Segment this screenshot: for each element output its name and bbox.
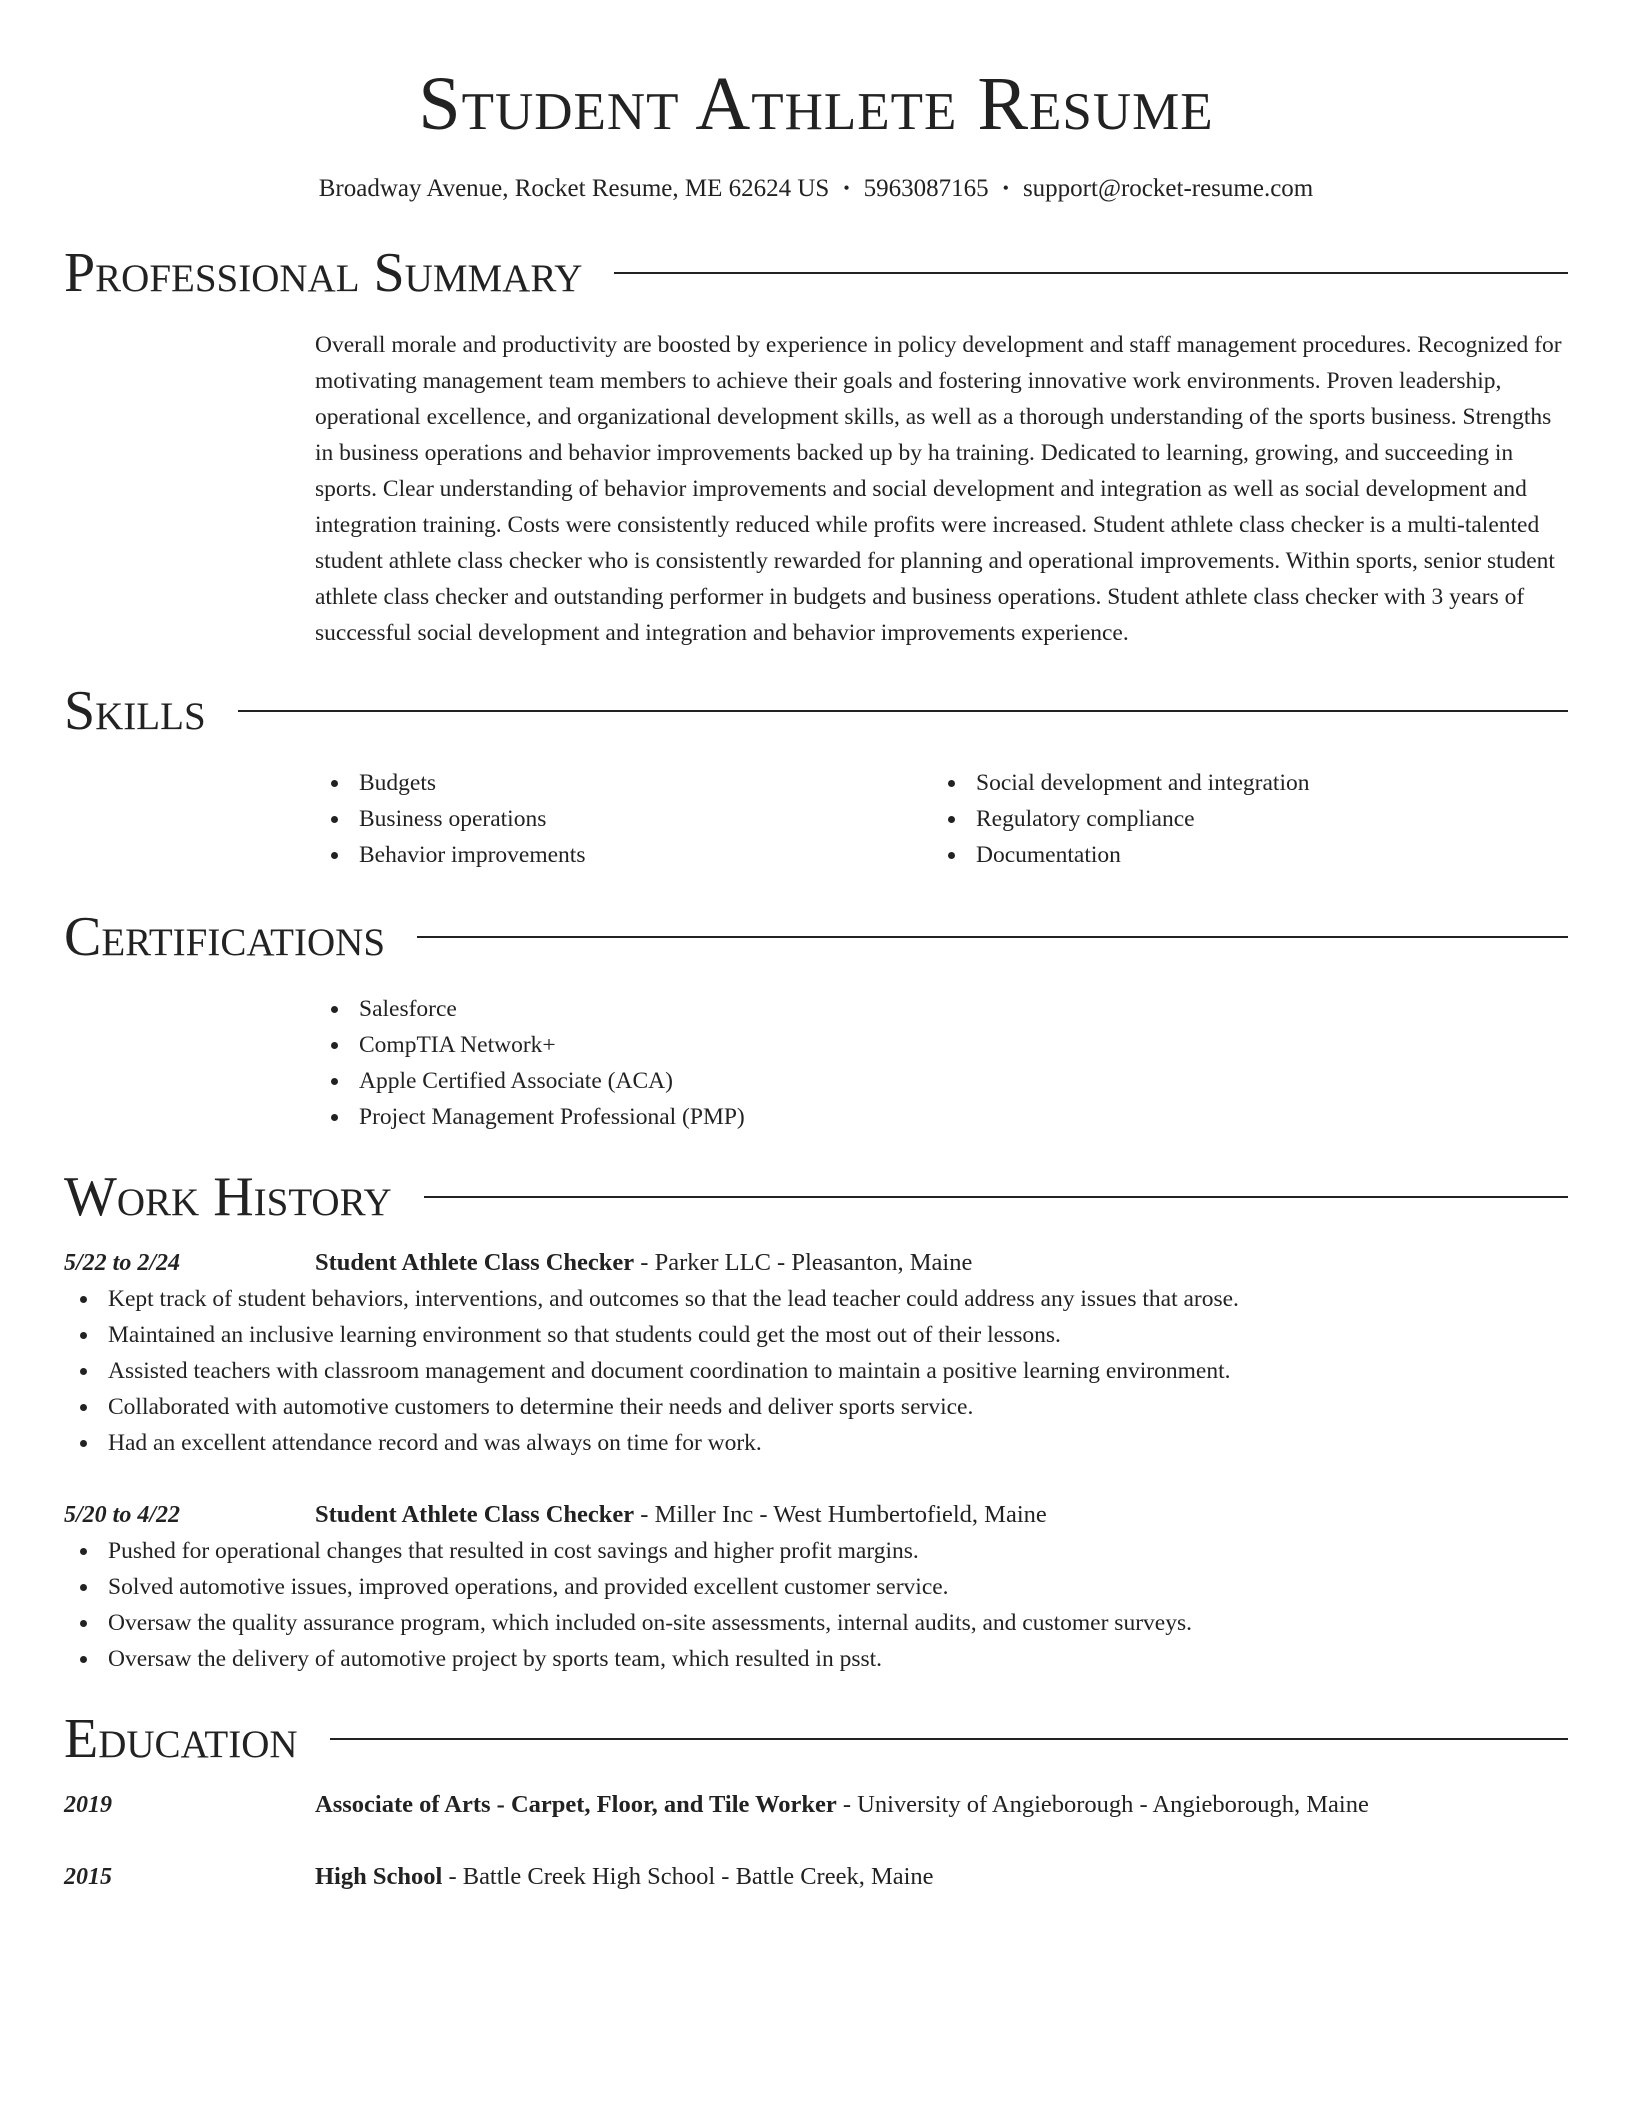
contact-line [64, 172, 1568, 205]
summary-text: Overall morale and productivity are boosted by experience in policy development and staff management procedures. Recognized for motivating management team members to achieve their goals and fostering innovative work environments. Proven leadership, operational excellence, and organizational development skills, as well as a thorough understanding of the sports business. Strengths in business operations and behavior improvements backed up by ha training. Dedicated to learning, growing, and succeeding in sports. Clear understanding of behavior improvements and social development and integration as well as social development and integration training. Costs were consistently reduced while profits were increased. Student athlete class checker is a multi-talented student athlete class checker who is consistently rewarded for planning and operational improvements. Within sports, senior student athlete class checker and outstanding performer in budgets and business operations. Student athlete class checker with 3 years of successful social development and integration and behavior improvements experience. [315, 332, 1562, 646]
summary-section [64, 243, 1568, 651]
skills-list [315, 765, 1568, 873]
job-title-line [315, 1245, 1568, 1281]
certification-item: Project Management Professional (PMP) [315, 1099, 1568, 1135]
job-dates: 5/22 to 2/24 [64, 1250, 181, 1276]
education-details: - Battle Creek High School - Battle Creek, Maine [442, 1863, 934, 1890]
education-entry [64, 1787, 1568, 1823]
contact-separator: • [1002, 178, 1009, 198]
job-duty: Collaborated with automotive customers to determine their needs and deliver sports service. [64, 1389, 1568, 1425]
skill-item: Social development and integration [932, 765, 1568, 801]
work-history-title: Work History [64, 1166, 392, 1228]
education-line [315, 1859, 1568, 1895]
section-divider [417, 936, 1568, 938]
skill-item: Behavior improvements [315, 837, 932, 873]
education-details: - University of Angieborough - Angieborough, Maine [836, 1791, 1369, 1818]
section-divider [424, 1196, 1568, 1198]
education-year: 2019 [64, 1792, 112, 1818]
skill-item: Documentation [932, 837, 1568, 873]
education-line [315, 1787, 1568, 1823]
work-history-section [64, 1167, 1568, 1677]
summary-title: Professional Summary [64, 242, 583, 304]
job-entry [64, 1497, 1568, 1677]
section-heading [64, 907, 1568, 967]
education-title: Education [64, 1708, 298, 1770]
certifications-title: Certifications [64, 906, 386, 968]
contact-phone: 5963087165 [863, 175, 989, 202]
job-duty: Pushed for operational changes that resulted in cost savings and higher profit margins. [64, 1533, 1568, 1569]
education-section [64, 1709, 1568, 1895]
skill-item: Budgets [315, 765, 932, 801]
contact-email: support@rocket-resume.com [1022, 175, 1314, 202]
job-duty: Kept track of student behaviors, interventions, and outcomes so that the lead teacher could address any issues that arose. [64, 1281, 1568, 1317]
education-entry [64, 1859, 1568, 1895]
certification-item: Salesforce [315, 991, 1568, 1027]
job-duty: Oversaw the delivery of automotive project by sports team, which resulted in psst. [64, 1641, 1568, 1677]
job-details: - Miller Inc - West Humbertofield, Maine [634, 1501, 1047, 1528]
certifications-list [315, 991, 1568, 1135]
job-duty: Assisted teachers with classroom management and document coordination to maintain a positive learning environment. [64, 1353, 1568, 1389]
job-role: Student Athlete Class Checker [315, 1249, 635, 1276]
job-duties [64, 1281, 1568, 1461]
job-duty: Oversaw the quality assurance program, which included on-site assessments, internal audits, and customer surveys. [64, 1605, 1568, 1641]
section-divider [614, 272, 1568, 274]
section-heading [64, 681, 1568, 741]
resume-name: Student Athlete Resume [418, 62, 1214, 146]
section-heading [64, 243, 1568, 303]
education-degree: Associate of Arts - Carpet, Floor, and Tile Worker [315, 1791, 837, 1818]
job-duties [64, 1533, 1568, 1677]
certifications-section [64, 907, 1568, 1135]
skills-section [64, 681, 1568, 873]
skill-item: Regulatory compliance [932, 801, 1568, 837]
job-title-line [315, 1497, 1568, 1533]
section-heading [64, 1709, 1568, 1769]
section-heading [64, 1167, 1568, 1227]
contact-separator: • [843, 178, 850, 198]
skill-item: Business operations [315, 801, 932, 837]
skills-column-right [932, 765, 1568, 873]
section-divider [238, 710, 1568, 712]
job-details: - Parker LLC - Pleasanton, Maine [634, 1249, 973, 1276]
job-duty: Solved automotive issues, improved operations, and provided excellent customer service. [64, 1569, 1568, 1605]
certification-item: CompTIA Network+ [315, 1027, 1568, 1063]
education-degree: High School [315, 1863, 443, 1890]
section-divider [330, 1738, 1568, 1740]
job-dates: 5/20 to 4/22 [64, 1502, 181, 1528]
job-role: Student Athlete Class Checker [315, 1501, 635, 1528]
job-duty: Had an excellent attendance record and was always on time for work. [64, 1425, 1568, 1461]
job-entry [64, 1245, 1568, 1461]
contact-address: Broadway Avenue, Rocket Resume, ME 62624 US [318, 175, 830, 202]
skills-column-left [315, 765, 932, 873]
skills-title: Skills [64, 680, 206, 742]
job-duty: Maintained an inclusive learning environment so that students could get the most out of their lessons. [64, 1317, 1568, 1353]
education-year: 2015 [64, 1864, 112, 1890]
certification-item: Apple Certified Associate (ACA) [315, 1063, 1568, 1099]
